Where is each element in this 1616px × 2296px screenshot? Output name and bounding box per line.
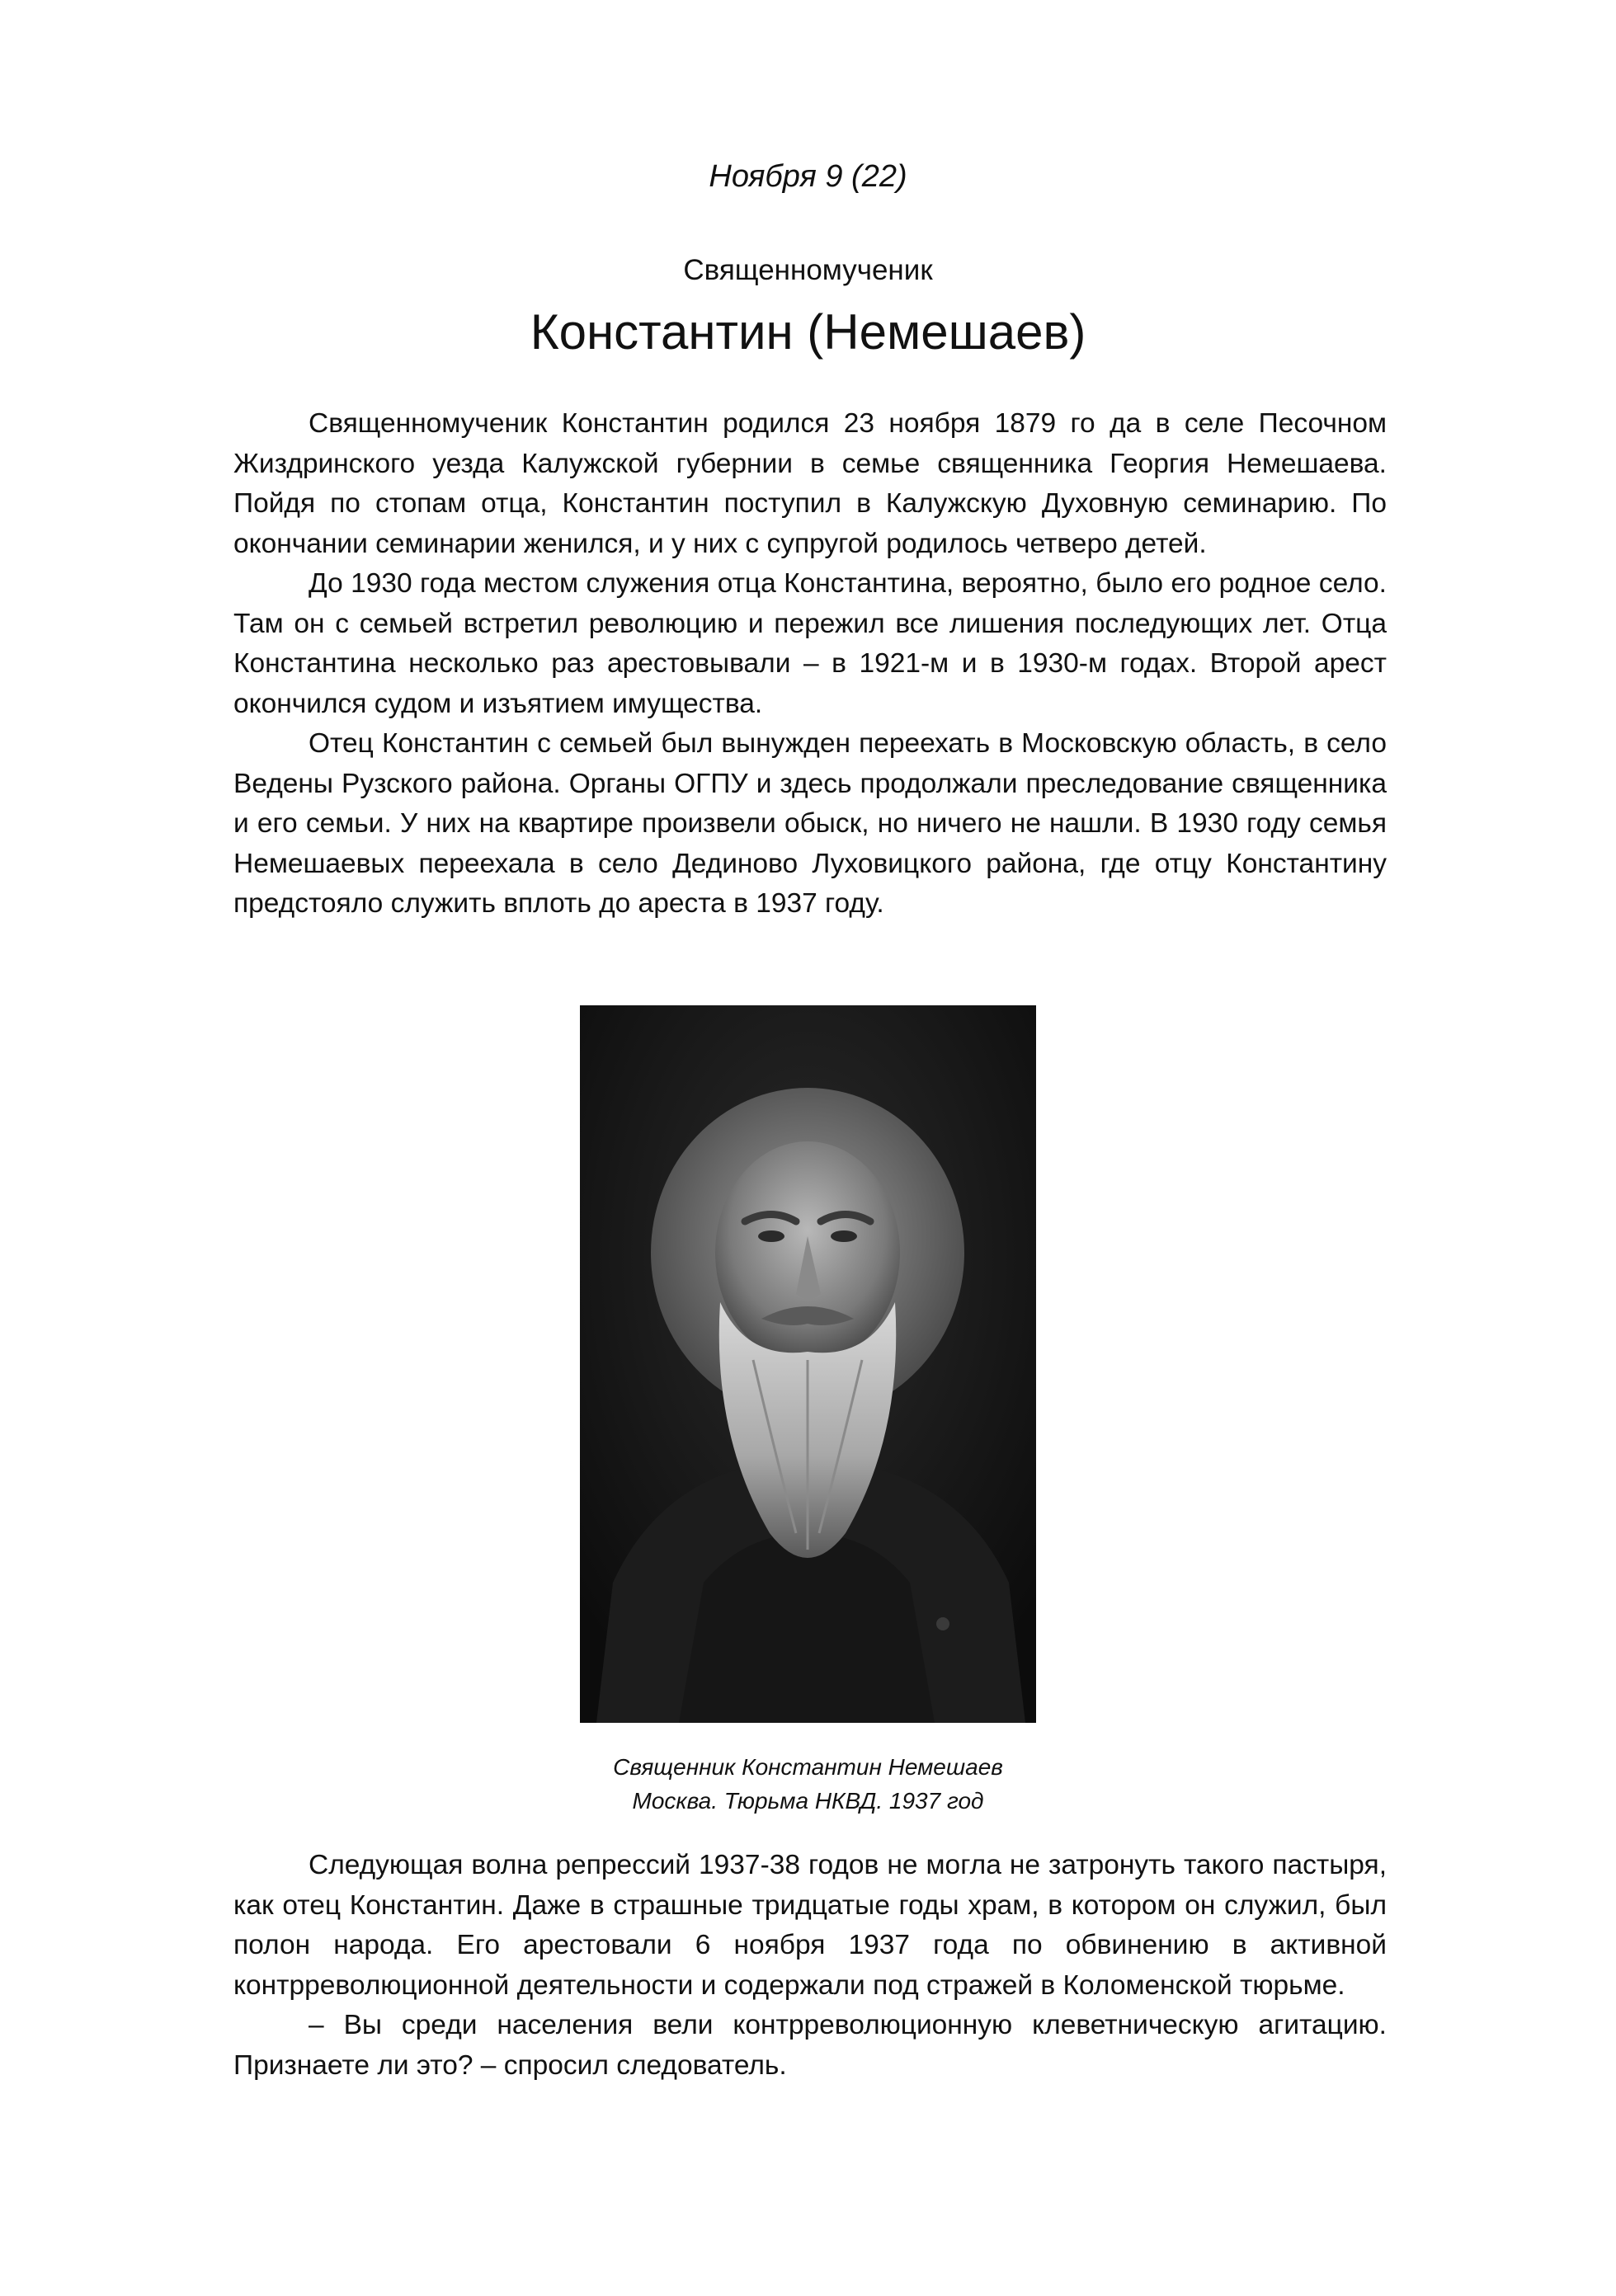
paragraph: Следующая волна репрессий 1937-38 годов не могла не затронуть такого пастыря, как отец Константин. Даже в страшные тридцатые годы храм, в котором он служил, был полон народа. Его арестовали 6 ноября 1937 года по обвинению в активной контрреволюционной деятельности и содержали под стражей в Коломенской тюрьме.	[233, 1850, 1387, 2001]
caption-line: Москва. Тюрьма НКВД. 1937 год	[632, 1788, 984, 1814]
paragraph: До 1930 года местом служения отца Константина, вероятно, было его родное село. Там он с семьей встретил революцию и пережил все лишения последующих лет. Отца Константина несколько раз арестовывали – в 1921-м и в 1930-м годах. Второй арест окончился судом и изъятием имущества.	[233, 568, 1387, 719]
saint-name-title: Константин (Немешаев)	[530, 304, 1086, 360]
caption-line: Священник Константин Немешаев	[613, 1754, 1003, 1780]
portrait-photo	[580, 1005, 1036, 1723]
biography-text-top	[233, 404, 1387, 925]
paragraph: Отец Константин с семьей был вынужден переехать в Московскую область, в село Ведены Рузского района. Органы ОГПУ и здесь продолжали преследование священника и его семьи. У них на квартире произвели обыск, но ничего не нашли. В 1930 году семья Немешаевых переехала в село Дединово Луховицкого района, где отцу Константину предстояло служить вплоть до ареста в 1937 году.	[233, 728, 1387, 919]
feast-date-heading: Ноября 9 (22)	[709, 159, 907, 194]
photo-caption	[0, 1750, 1616, 1818]
paragraph: – Вы среди населения вели контрреволюционную клеветническую агитацию. Признаете ли это? – спросил следователь.	[233, 2010, 1387, 2081]
portrait-image	[580, 1005, 1036, 1723]
paragraph: Священномученик Константин родился 23 ноября 1879 го да в селе Песочном Жиздринского уезда Калужской губернии в семье священника Георгия Немешаева. Пойдя по стопам отца, Константин поступил в Калужскую Духовную семинарию. По окончании семинарии женился, и у них с супругой родилось четверо детей.	[233, 408, 1387, 559]
biography-text-bottom	[233, 1846, 1387, 2086]
saint-rank-label: Священномученик	[683, 254, 933, 286]
